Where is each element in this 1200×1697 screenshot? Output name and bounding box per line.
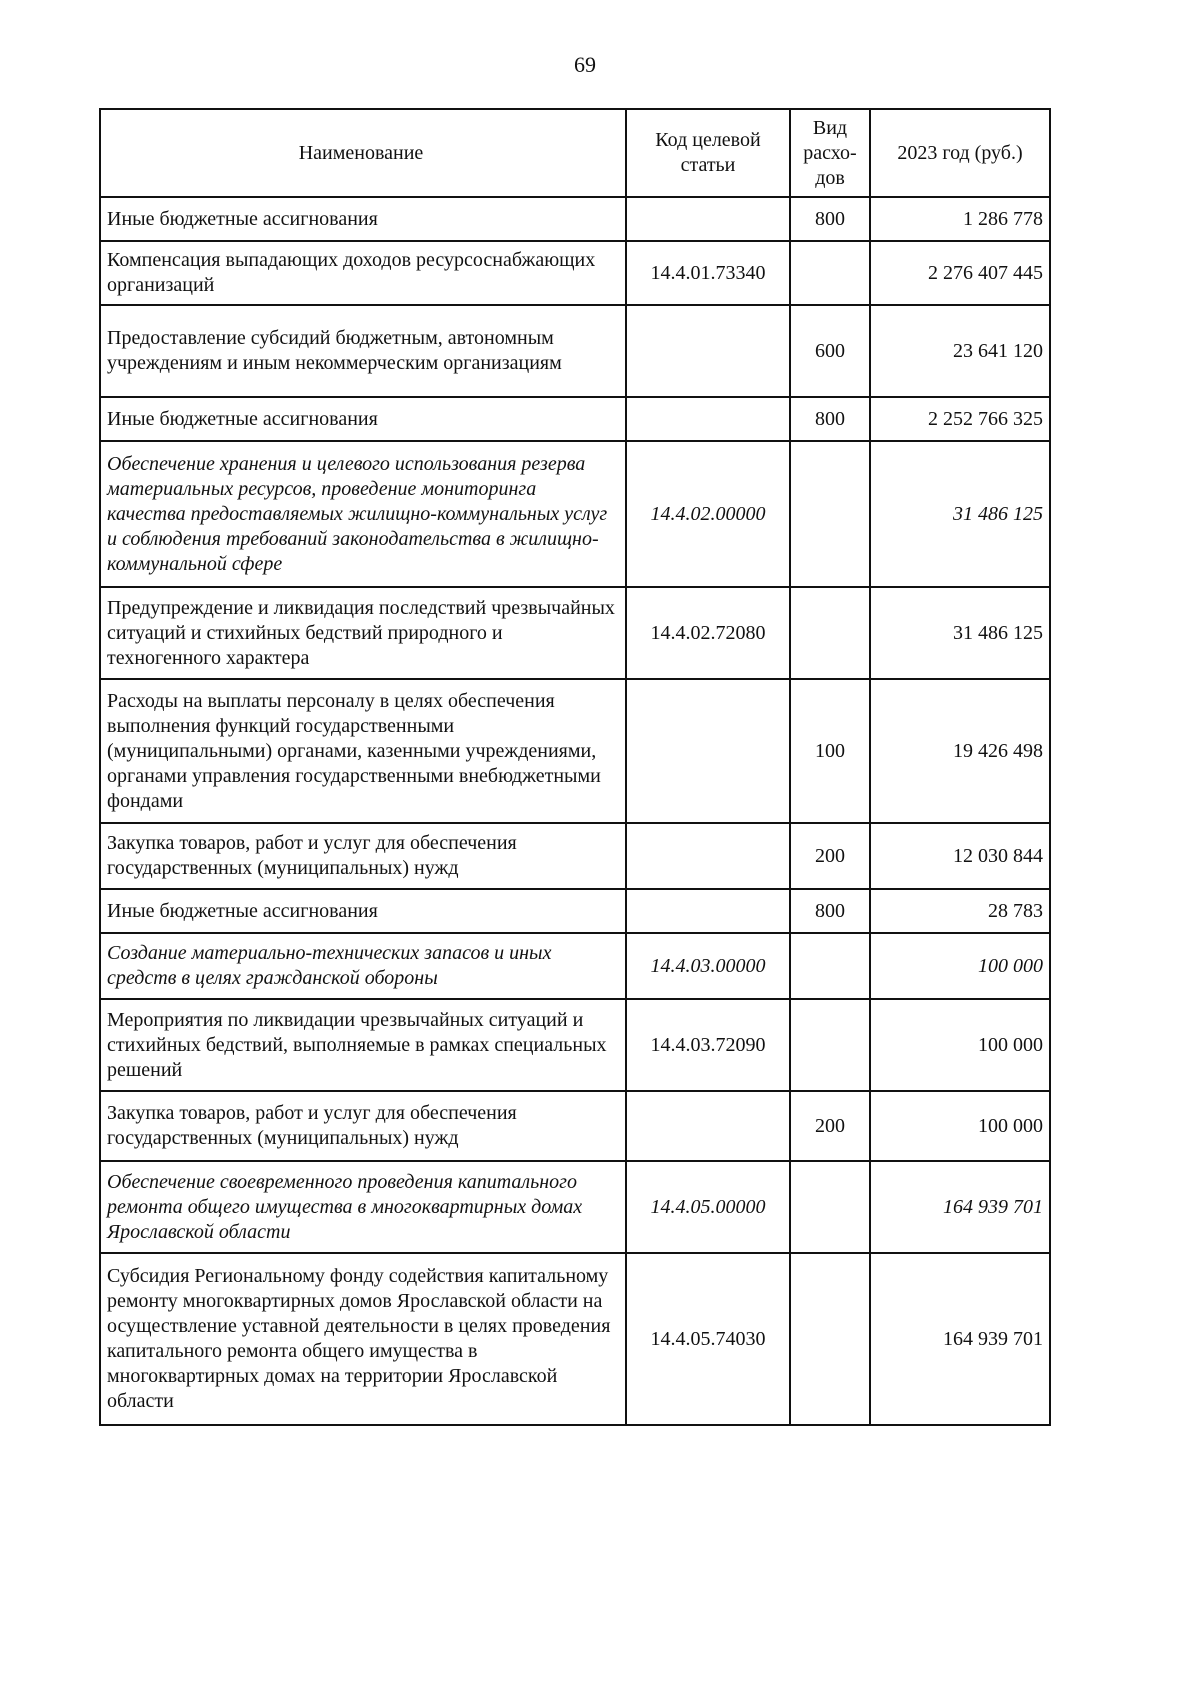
- table-row: [100, 1091, 1050, 1161]
- row-kind-cell: [790, 241, 870, 305]
- row-name-cell: Предоставление субсидий бюджетным, автономным учреждениям и иным некоммерческим организациям: [100, 305, 626, 397]
- row-amount-cell: 164 939 701: [870, 1161, 1050, 1253]
- row-kind-cell: [790, 1253, 870, 1425]
- row-name-cell: Обеспечение хранения и целевого использования резерва материальных ресурсов, проведение мониторинга качества предоставляемых жилищно-коммунальных услуг и соблюдения требований законодательства в жилищно-коммунальной сфере: [100, 441, 626, 587]
- row-code-cell: [626, 397, 790, 441]
- row-kind-cell: 600: [790, 305, 870, 397]
- header-name: Наименование: [100, 109, 626, 197]
- row-code-cell: [626, 1091, 790, 1161]
- row-code-cell: 14.4.02.72080: [626, 587, 790, 679]
- table-row: [100, 587, 1050, 679]
- row-code-cell: 14.4.02.00000: [626, 441, 790, 587]
- row-name-cell: Создание материально-технических запасов и иных средств в целях гражданской обороны: [100, 933, 626, 999]
- row-amount-cell: 2 276 407 445: [870, 241, 1050, 305]
- row-code-cell: [626, 889, 790, 933]
- table-row: [100, 889, 1050, 933]
- table-row: [100, 823, 1050, 889]
- row-name-cell: Закупка товаров, работ и услуг для обеспечения государственных (муниципальных) нужд: [100, 1091, 626, 1161]
- row-code-cell: [626, 823, 790, 889]
- header-kind: Вид расхо-дов: [790, 109, 870, 197]
- row-amount-cell: 31 486 125: [870, 587, 1050, 679]
- row-amount-cell: 12 030 844: [870, 823, 1050, 889]
- table-row: [100, 679, 1050, 823]
- budget-table: [99, 108, 1051, 1426]
- row-kind-cell: 800: [790, 197, 870, 241]
- row-name-cell: Предупреждение и ликвидация последствий чрезвычайных ситуаций и стихийных бедствий природного и техногенного характера: [100, 587, 626, 679]
- page-number: 69: [574, 52, 596, 77]
- row-code-cell: [626, 679, 790, 823]
- table-row: [100, 305, 1050, 397]
- row-name-cell: Иные бюджетные ассигнования: [100, 397, 626, 441]
- row-amount-cell: 2 252 766 325: [870, 397, 1050, 441]
- row-code-cell: 14.4.01.73340: [626, 241, 790, 305]
- row-amount-cell: 19 426 498: [870, 679, 1050, 823]
- row-kind-cell: 800: [790, 889, 870, 933]
- row-amount-cell: 100 000: [870, 933, 1050, 999]
- row-name-cell: Закупка товаров, работ и услуг для обеспечения государственных (муниципальных) нужд: [100, 823, 626, 889]
- table-row: [100, 999, 1050, 1091]
- table-row: [100, 1161, 1050, 1253]
- row-name-cell: Иные бюджетные ассигнования: [100, 889, 626, 933]
- row-name-cell: Мероприятия по ликвидации чрезвычайных ситуаций и стихийных бедствий, выполняемые в рамках специальных решений: [100, 999, 626, 1091]
- row-kind-cell: 200: [790, 1091, 870, 1161]
- table-row: [100, 933, 1050, 999]
- table-row: [100, 397, 1050, 441]
- row-kind-cell: [790, 999, 870, 1091]
- row-code-cell: 14.4.03.00000: [626, 933, 790, 999]
- table-header-row: [100, 109, 1050, 197]
- table-row: [100, 1253, 1050, 1425]
- row-kind-cell: [790, 441, 870, 587]
- row-amount-cell: 31 486 125: [870, 441, 1050, 587]
- row-code-cell: 14.4.05.74030: [626, 1253, 790, 1425]
- row-code-cell: [626, 305, 790, 397]
- row-kind-cell: 100: [790, 679, 870, 823]
- table-row: [100, 441, 1050, 587]
- row-amount-cell: 23 641 120: [870, 305, 1050, 397]
- row-name-cell: Компенсация выпадающих доходов ресурсоснабжающих организаций: [100, 241, 626, 305]
- row-kind-cell: [790, 1161, 870, 1253]
- row-name-cell: Иные бюджетные ассигнования: [100, 197, 626, 241]
- header-amount: 2023 год (руб.): [870, 109, 1050, 197]
- row-name-cell: Расходы на выплаты персоналу в целях обеспечения выполнения функций государственными (муниципальными) органами, казенными учреждениями, органами управления государственными внебюджетными фондами: [100, 679, 626, 823]
- row-kind-cell: [790, 933, 870, 999]
- row-amount-cell: 1 286 778: [870, 197, 1050, 241]
- row-code-cell: 14.4.05.00000: [626, 1161, 790, 1253]
- header-code: Код целевой статьи: [626, 109, 790, 197]
- table-row: [100, 241, 1050, 305]
- row-amount-cell: 100 000: [870, 999, 1050, 1091]
- row-code-cell: [626, 197, 790, 241]
- row-kind-cell: 800: [790, 397, 870, 441]
- row-name-cell: Субсидия Региональному фонду содействия капитальному ремонту многоквартирных домов Ярославской области на осуществление уставной деятельности в целях проведения капитального ремонта общего имущества в многоквартирных домах на территории Ярославской области: [100, 1253, 626, 1425]
- row-kind-cell: [790, 587, 870, 679]
- row-name-cell: Обеспечение своевременного проведения капитального ремонта общего имущества в многоквартирных домах Ярославской области: [100, 1161, 626, 1253]
- row-amount-cell: 100 000: [870, 1091, 1050, 1161]
- row-code-cell: 14.4.03.72090: [626, 999, 790, 1091]
- row-amount-cell: 164 939 701: [870, 1253, 1050, 1425]
- row-kind-cell: 200: [790, 823, 870, 889]
- table-row: [100, 197, 1050, 241]
- row-amount-cell: 28 783: [870, 889, 1050, 933]
